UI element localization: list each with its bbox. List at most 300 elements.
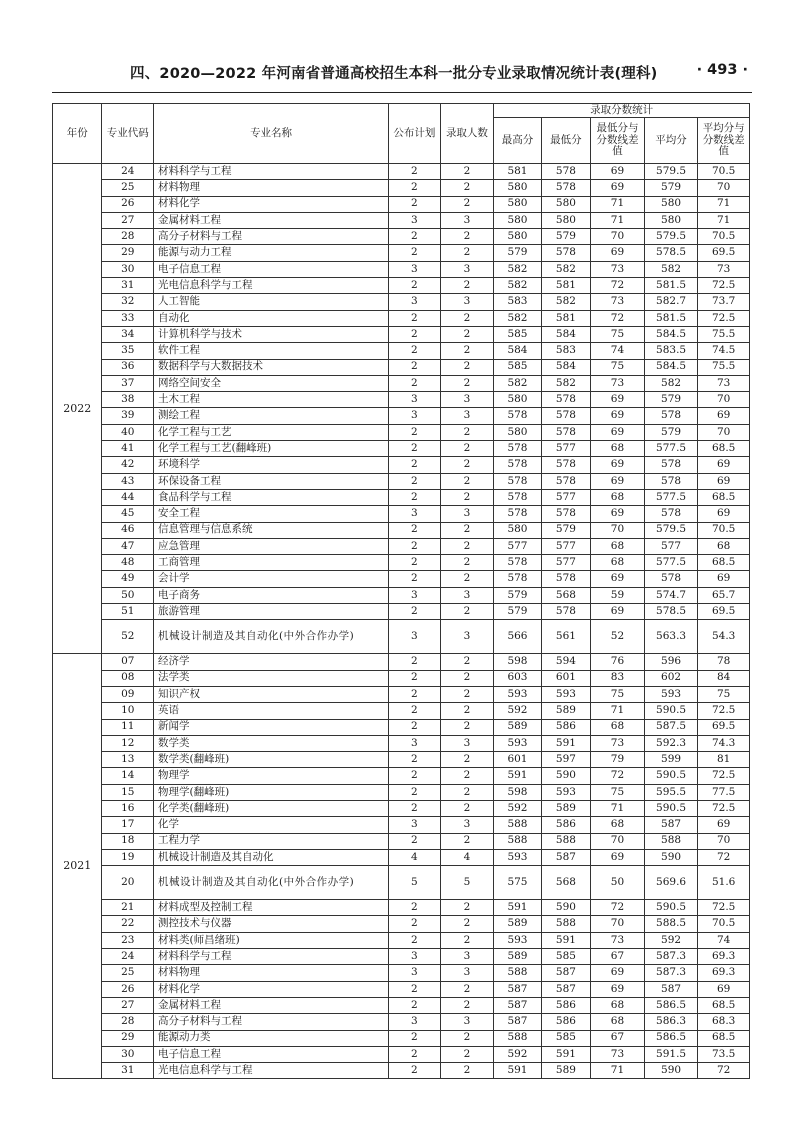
cell-min: 583 (541, 343, 590, 359)
table-row (53, 457, 750, 473)
cell-code: 24 (102, 164, 154, 180)
cell-min: 581 (541, 278, 590, 294)
cell-avg: 579 (644, 180, 698, 196)
cell-name: 法学类 (154, 670, 389, 686)
cell-plan: 2 (389, 245, 441, 261)
cell-max: 588 (494, 965, 541, 981)
cell-name: 人工智能 (154, 294, 389, 310)
cell-min: 590 (541, 900, 590, 916)
cell-admitted: 2 (440, 424, 494, 440)
cell-name: 化学 (154, 817, 389, 833)
table-row (53, 916, 750, 932)
cell-code: 41 (102, 441, 154, 457)
cell-plan: 2 (389, 752, 441, 768)
cell-avg: 579 (644, 424, 698, 440)
cell-code: 19 (102, 849, 154, 865)
cell-avg: 587.3 (644, 949, 698, 965)
cell-avg-diff: 73.7 (698, 294, 750, 310)
cell-admitted: 2 (440, 654, 494, 670)
cell-avg: 582.7 (644, 294, 698, 310)
cell-max: 578 (494, 489, 541, 505)
cell-code: 42 (102, 457, 154, 473)
cell-code: 10 (102, 703, 154, 719)
table-row (53, 310, 750, 326)
cell-code: 51 (102, 604, 154, 620)
cell-min: 578 (541, 571, 590, 587)
cell-min-diff: 71 (591, 212, 645, 228)
cell-code: 13 (102, 752, 154, 768)
cell-avg: 579.5 (644, 164, 698, 180)
cell-plan: 2 (389, 1046, 441, 1062)
admission-stats-table (52, 103, 750, 1079)
cell-avg-diff: 71 (698, 196, 750, 212)
cell-min: 568 (541, 866, 590, 900)
cell-max: 578 (494, 506, 541, 522)
cell-max: 582 (494, 310, 541, 326)
cell-min-diff: 73 (591, 932, 645, 948)
cell-max: 583 (494, 294, 541, 310)
cell-min-diff: 69 (591, 408, 645, 424)
cell-min-diff: 68 (591, 817, 645, 833)
cell-max: 584 (494, 343, 541, 359)
cell-min-diff: 67 (591, 949, 645, 965)
cell-min-diff: 69 (591, 164, 645, 180)
cell-code: 43 (102, 473, 154, 489)
cell-name: 数据科学与大数据技术 (154, 359, 389, 375)
cell-admitted: 3 (440, 506, 494, 522)
cell-min-diff: 73 (591, 735, 645, 751)
table-row (53, 180, 750, 196)
cell-code: 47 (102, 538, 154, 554)
cell-max: 580 (494, 392, 541, 408)
cell-min-diff: 68 (591, 538, 645, 554)
cell-admitted: 2 (440, 932, 494, 948)
cell-admitted: 3 (440, 392, 494, 408)
cell-avg-diff: 72 (698, 849, 750, 865)
cell-code: 39 (102, 408, 154, 424)
cell-min: 593 (541, 686, 590, 702)
cell-admitted: 2 (440, 359, 494, 375)
header-min: 最低分 (541, 118, 590, 164)
cell-name: 电子信息工程 (154, 1046, 389, 1062)
cell-name: 物理学(翻峰班) (154, 784, 389, 800)
cell-name: 金属材料工程 (154, 212, 389, 228)
cell-plan: 2 (389, 441, 441, 457)
cell-name: 知识产权 (154, 686, 389, 702)
cell-min: 590 (541, 768, 590, 784)
cell-admitted: 2 (440, 326, 494, 342)
cell-avg-diff: 69.5 (698, 604, 750, 620)
cell-avg-diff: 75 (698, 686, 750, 702)
cell-plan: 2 (389, 670, 441, 686)
table-row (53, 473, 750, 489)
cell-min-diff: 50 (591, 866, 645, 900)
cell-min: 577 (541, 441, 590, 457)
cell-min: 591 (541, 932, 590, 948)
cell-avg-diff: 72 (698, 1063, 750, 1079)
cell-avg-diff: 68.5 (698, 489, 750, 505)
cell-max: 601 (494, 752, 541, 768)
cell-name: 化学类(翻峰班) (154, 800, 389, 816)
cell-plan: 2 (389, 981, 441, 997)
cell-avg: 584.5 (644, 359, 698, 375)
cell-avg: 587.3 (644, 965, 698, 981)
table-row (53, 752, 750, 768)
cell-min: 586 (541, 719, 590, 735)
cell-avg-diff: 65.7 (698, 587, 750, 603)
header-name: 专业名称 (154, 104, 389, 164)
cell-code: 09 (102, 686, 154, 702)
cell-admitted: 2 (440, 1063, 494, 1079)
table-row (53, 670, 750, 686)
cell-avg: 563.3 (644, 620, 698, 654)
cell-avg: 577.5 (644, 441, 698, 457)
cell-avg-diff: 70 (698, 833, 750, 849)
cell-min-diff: 70 (591, 833, 645, 849)
cell-min-diff: 73 (591, 294, 645, 310)
cell-admitted: 2 (440, 310, 494, 326)
cell-min: 577 (541, 489, 590, 505)
cell-name: 能源动力类 (154, 1030, 389, 1046)
table-row (53, 620, 750, 654)
cell-admitted: 2 (440, 245, 494, 261)
cell-name: 测控技术与仪器 (154, 916, 389, 932)
cell-name: 应急管理 (154, 538, 389, 554)
cell-avg-diff: 74 (698, 932, 750, 948)
table-row (53, 735, 750, 751)
cell-name: 网络空间安全 (154, 375, 389, 391)
table-row (53, 654, 750, 670)
cell-avg: 577.5 (644, 555, 698, 571)
cell-plan: 3 (389, 212, 441, 228)
table-row (53, 489, 750, 505)
cell-min: 580 (541, 196, 590, 212)
table-row (53, 1063, 750, 1079)
year-cell: 2021 (53, 654, 102, 1079)
table-row (53, 719, 750, 735)
cell-min-diff: 69 (591, 473, 645, 489)
cell-min: 578 (541, 392, 590, 408)
cell-min-diff: 71 (591, 800, 645, 816)
cell-code: 32 (102, 294, 154, 310)
cell-max: 580 (494, 522, 541, 538)
cell-max: 589 (494, 719, 541, 735)
cell-min: 589 (541, 800, 590, 816)
cell-avg-diff: 70.5 (698, 229, 750, 245)
cell-admitted: 4 (440, 849, 494, 865)
cell-avg-diff: 68.5 (698, 441, 750, 457)
cell-avg-diff: 54.3 (698, 620, 750, 654)
cell-avg: 582 (644, 261, 698, 277)
cell-avg: 579 (644, 392, 698, 408)
cell-name: 化学工程与工艺(翻峰班) (154, 441, 389, 457)
cell-min-diff: 79 (591, 752, 645, 768)
cell-max: 578 (494, 473, 541, 489)
cell-avg: 592.3 (644, 735, 698, 751)
cell-name: 会计学 (154, 571, 389, 587)
cell-min-diff: 69 (591, 604, 645, 620)
cell-name: 数学类 (154, 735, 389, 751)
cell-admitted: 3 (440, 965, 494, 981)
cell-max: 593 (494, 735, 541, 751)
cell-max: 566 (494, 620, 541, 654)
cell-max: 603 (494, 670, 541, 686)
table-row (53, 849, 750, 865)
cell-avg-diff: 69 (698, 571, 750, 587)
cell-admitted: 2 (440, 441, 494, 457)
cell-min-diff: 69 (591, 849, 645, 865)
cell-admitted: 3 (440, 949, 494, 965)
cell-avg-diff: 74.3 (698, 735, 750, 751)
cell-admitted: 2 (440, 604, 494, 620)
cell-code: 35 (102, 343, 154, 359)
cell-min-diff: 68 (591, 555, 645, 571)
cell-plan: 2 (389, 522, 441, 538)
cell-avg-diff: 69.3 (698, 965, 750, 981)
cell-avg-diff: 72.5 (698, 768, 750, 784)
cell-max: 589 (494, 949, 541, 965)
cell-avg: 588 (644, 833, 698, 849)
cell-code: 28 (102, 229, 154, 245)
table-row (53, 408, 750, 424)
cell-avg-diff: 73 (698, 375, 750, 391)
cell-admitted: 2 (440, 229, 494, 245)
cell-min: 582 (541, 294, 590, 310)
cell-admitted: 2 (440, 522, 494, 538)
cell-max: 578 (494, 408, 541, 424)
cell-plan: 2 (389, 686, 441, 702)
table-row (53, 703, 750, 719)
cell-plan: 2 (389, 1063, 441, 1079)
cell-min-diff: 74 (591, 343, 645, 359)
cell-name: 安全工程 (154, 506, 389, 522)
cell-avg: 587 (644, 981, 698, 997)
cell-plan: 2 (389, 180, 441, 196)
cell-min: 579 (541, 229, 590, 245)
cell-avg: 602 (644, 670, 698, 686)
cell-min: 589 (541, 703, 590, 719)
cell-admitted: 2 (440, 670, 494, 686)
cell-min: 587 (541, 981, 590, 997)
cell-name: 材料科学与工程 (154, 164, 389, 180)
cell-avg-diff: 71 (698, 212, 750, 228)
cell-plan: 2 (389, 768, 441, 784)
cell-max: 580 (494, 212, 541, 228)
table-row (53, 817, 750, 833)
table-row (53, 604, 750, 620)
cell-code: 12 (102, 735, 154, 751)
table-row (53, 392, 750, 408)
cell-name: 机械设计制造及其自动化 (154, 849, 389, 865)
cell-plan: 3 (389, 965, 441, 981)
cell-name: 化学工程与工艺 (154, 424, 389, 440)
header-score-group: 录取分数统计 (494, 104, 750, 118)
cell-min-diff: 72 (591, 278, 645, 294)
cell-admitted: 2 (440, 703, 494, 719)
table-row (53, 1046, 750, 1062)
cell-code: 26 (102, 196, 154, 212)
cell-max: 582 (494, 261, 541, 277)
cell-avg-diff: 51.6 (698, 866, 750, 900)
cell-avg-diff: 69 (698, 506, 750, 522)
cell-avg-diff: 81 (698, 752, 750, 768)
cell-plan: 2 (389, 229, 441, 245)
cell-avg-diff: 75.5 (698, 326, 750, 342)
cell-admitted: 2 (440, 180, 494, 196)
cell-avg: 586.3 (644, 1014, 698, 1030)
cell-admitted: 2 (440, 1030, 494, 1046)
cell-name: 高分子材料与工程 (154, 1014, 389, 1030)
cell-min-diff: 73 (591, 261, 645, 277)
cell-max: 579 (494, 604, 541, 620)
cell-min-diff: 67 (591, 1030, 645, 1046)
year-cell: 2022 (53, 164, 102, 654)
cell-name: 材料物理 (154, 965, 389, 981)
cell-max: 581 (494, 164, 541, 180)
cell-min: 585 (541, 1030, 590, 1046)
cell-plan: 2 (389, 555, 441, 571)
cell-admitted: 2 (440, 538, 494, 554)
table-header (53, 104, 750, 164)
cell-code: 37 (102, 375, 154, 391)
header-year: 年份 (53, 104, 102, 164)
cell-plan: 2 (389, 538, 441, 554)
cell-admitted: 2 (440, 278, 494, 294)
cell-avg: 590.5 (644, 703, 698, 719)
cell-avg: 574.7 (644, 587, 698, 603)
cell-plan: 2 (389, 196, 441, 212)
table-row (53, 1030, 750, 1046)
cell-code: 33 (102, 310, 154, 326)
cell-plan: 3 (389, 392, 441, 408)
cell-name: 软件工程 (154, 343, 389, 359)
cell-max: 585 (494, 359, 541, 375)
cell-code: 31 (102, 278, 154, 294)
cell-avg-diff: 68.5 (698, 1030, 750, 1046)
cell-min: 577 (541, 538, 590, 554)
cell-code: 30 (102, 261, 154, 277)
cell-admitted: 2 (440, 196, 494, 212)
cell-name: 旅游管理 (154, 604, 389, 620)
cell-code: 40 (102, 424, 154, 440)
cell-plan: 3 (389, 620, 441, 654)
cell-plan: 3 (389, 506, 441, 522)
cell-avg-diff: 70.5 (698, 522, 750, 538)
cell-min-diff: 68 (591, 1014, 645, 1030)
cell-max: 578 (494, 457, 541, 473)
table-row (53, 424, 750, 440)
cell-name: 计算机科学与技术 (154, 326, 389, 342)
cell-admitted: 2 (440, 375, 494, 391)
cell-code: 16 (102, 800, 154, 816)
cell-min: 586 (541, 997, 590, 1013)
cell-plan: 2 (389, 310, 441, 326)
cell-min: 587 (541, 965, 590, 981)
cell-max: 587 (494, 1014, 541, 1030)
cell-admitted: 2 (440, 784, 494, 800)
cell-avg: 583.5 (644, 343, 698, 359)
cell-min: 581 (541, 310, 590, 326)
cell-name: 机械设计制造及其自动化(中外合作办学) (154, 866, 389, 900)
cell-plan: 2 (389, 916, 441, 932)
cell-min: 585 (541, 949, 590, 965)
cell-code: 27 (102, 212, 154, 228)
cell-avg-diff: 69 (698, 817, 750, 833)
cell-plan: 2 (389, 343, 441, 359)
cell-admitted: 2 (440, 916, 494, 932)
cell-avg-diff: 70.5 (698, 164, 750, 180)
cell-admitted: 2 (440, 571, 494, 587)
cell-code: 22 (102, 916, 154, 932)
cell-min-diff: 73 (591, 1046, 645, 1062)
cell-min-diff: 83 (591, 670, 645, 686)
cell-name: 环保设备工程 (154, 473, 389, 489)
cell-plan: 2 (389, 571, 441, 587)
table-row (53, 212, 750, 228)
cell-min-diff: 69 (591, 965, 645, 981)
cell-plan: 2 (389, 457, 441, 473)
cell-min: 561 (541, 620, 590, 654)
cell-max: 588 (494, 833, 541, 849)
cell-min-diff: 68 (591, 997, 645, 1013)
cell-min-diff: 69 (591, 245, 645, 261)
header-code: 专业代码 (102, 104, 154, 164)
cell-name: 能源与动力工程 (154, 245, 389, 261)
cell-name: 土木工程 (154, 392, 389, 408)
cell-min: 577 (541, 555, 590, 571)
table-row (53, 784, 750, 800)
cell-min-diff: 75 (591, 784, 645, 800)
cell-code: 52 (102, 620, 154, 654)
cell-name: 工程力学 (154, 833, 389, 849)
cell-avg-diff: 68.5 (698, 997, 750, 1013)
cell-plan: 2 (389, 703, 441, 719)
cell-min-diff: 72 (591, 900, 645, 916)
cell-plan: 2 (389, 900, 441, 916)
cell-min: 593 (541, 784, 590, 800)
cell-admitted: 2 (440, 1046, 494, 1062)
cell-plan: 2 (389, 489, 441, 505)
cell-plan: 2 (389, 375, 441, 391)
cell-max: 587 (494, 981, 541, 997)
cell-max: 591 (494, 1063, 541, 1079)
cell-plan: 5 (389, 866, 441, 900)
cell-admitted: 2 (440, 164, 494, 180)
cell-min: 591 (541, 1046, 590, 1062)
table-row (53, 866, 750, 900)
cell-min: 578 (541, 424, 590, 440)
cell-avg: 578 (644, 473, 698, 489)
table-row (53, 375, 750, 391)
cell-avg: 590 (644, 849, 698, 865)
header-admitted: 录取人数 (440, 104, 494, 164)
cell-plan: 3 (389, 1014, 441, 1030)
cell-name: 材料科学与工程 (154, 949, 389, 965)
table-row (53, 981, 750, 997)
cell-avg-diff: 68.5 (698, 555, 750, 571)
cell-min-diff: 69 (591, 981, 645, 997)
cell-min: 578 (541, 457, 590, 473)
cell-code: 38 (102, 392, 154, 408)
cell-avg-diff: 69.5 (698, 245, 750, 261)
cell-plan: 3 (389, 587, 441, 603)
table-row (53, 555, 750, 571)
cell-avg: 581.5 (644, 310, 698, 326)
cell-min-diff: 68 (591, 489, 645, 505)
cell-avg-diff: 72.5 (698, 278, 750, 294)
cell-code: 29 (102, 245, 154, 261)
cell-min: 588 (541, 833, 590, 849)
